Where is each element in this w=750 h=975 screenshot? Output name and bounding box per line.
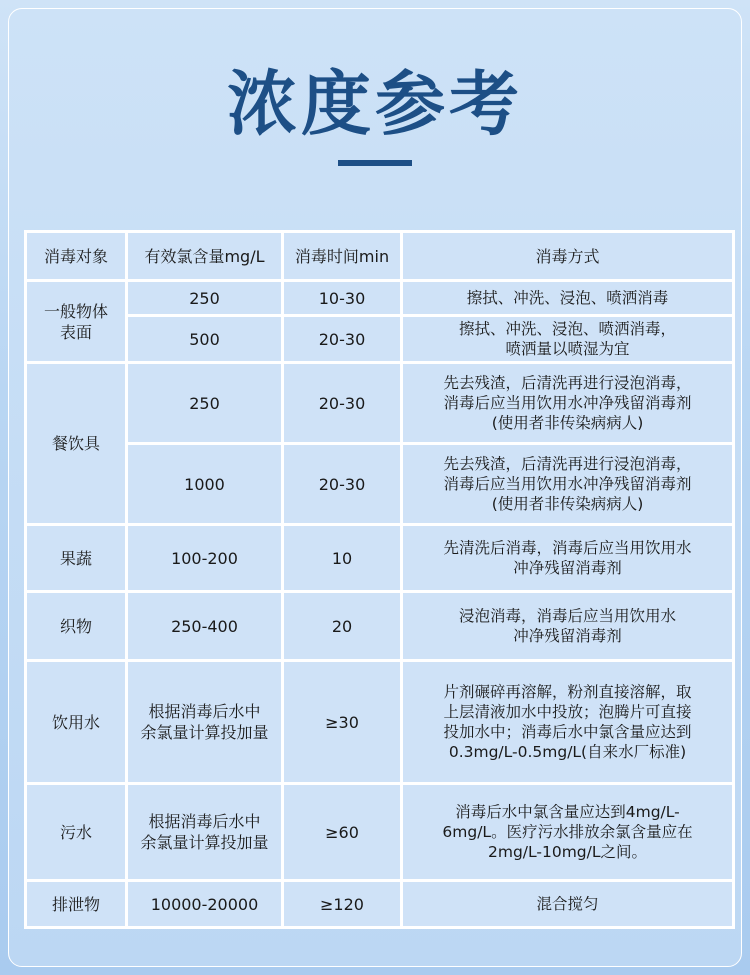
table-row	[27, 445, 732, 523]
cell-method: 擦拭、冲洗、浸泡、喷洒消毒， 喷洒量以喷湿为宜	[403, 317, 732, 361]
title-underline	[338, 160, 412, 166]
cell-object: 果蔬	[27, 526, 125, 590]
table-row	[27, 662, 732, 782]
cell-time: 20-30	[284, 364, 400, 442]
header-object: 消毒对象	[27, 233, 125, 279]
cell-object: 一般物体 表面	[27, 282, 125, 361]
table-row	[27, 785, 732, 879]
cell-object: 织物	[27, 593, 125, 659]
cell-time: 20	[284, 593, 400, 659]
cell-time: 10	[284, 526, 400, 590]
cell-concentration: 500	[128, 317, 281, 361]
table-row	[27, 317, 732, 361]
cell-object: 餐饮具	[27, 364, 125, 523]
cell-concentration: 根据消毒后水中 余氯量计算投加量	[128, 785, 281, 879]
cell-time: ≥30	[284, 662, 400, 782]
cell-time: 20-30	[284, 445, 400, 523]
cell-method: 消毒后水中氯含量应达到4mg/L- 6mg/L。医疗污水排放余氯含量应在 2mg/L-10mg/L之间。	[403, 785, 732, 879]
header-time: 消毒时间min	[284, 233, 400, 279]
table-row	[27, 282, 732, 314]
cell-method: 浸泡消毒，消毒后应当用饮用水 冲净残留消毒剂	[403, 593, 732, 659]
cell-concentration: 1000	[128, 445, 281, 523]
cell-concentration: 根据消毒后水中 余氯量计算投加量	[128, 662, 281, 782]
cell-method: 先去残渣，后清洗再进行浸泡消毒， 消毒后应当用饮用水冲净残留消毒剂 (使用者非传染病病人)	[403, 364, 732, 442]
table-row	[27, 526, 732, 590]
header-method: 消毒方式	[403, 233, 732, 279]
cell-method: 擦拭、冲洗、浸泡、喷洒消毒	[403, 282, 732, 314]
concentration-table	[24, 230, 735, 929]
header-concentration: 有效氯含量mg/L	[128, 233, 281, 279]
cell-method: 片剂碾碎再溶解，粉剂直接溶解，取 上层清液加水中投放；泡腾片可直接 投加水中；消毒后水中氯含量应达到 0.3mg/L-0.5mg/L(自来水厂标准)	[403, 662, 732, 782]
cell-concentration: 250	[128, 282, 281, 314]
cell-time: ≥60	[284, 785, 400, 879]
table-body	[27, 233, 732, 926]
cell-concentration: 100-200	[128, 526, 281, 590]
table-header-row	[27, 233, 732, 279]
cell-object: 污水	[27, 785, 125, 879]
cell-concentration: 250-400	[128, 593, 281, 659]
cell-concentration: 250	[128, 364, 281, 442]
cell-time: 20-30	[284, 317, 400, 361]
table-row	[27, 882, 732, 926]
table-row	[27, 593, 732, 659]
cell-method: 先清洗后消毒，消毒后应当用饮用水 冲净残留消毒剂	[403, 526, 732, 590]
cell-method: 先去残渣，后清洗再进行浸泡消毒， 消毒后应当用饮用水冲净残留消毒剂 (使用者非传染病病人)	[403, 445, 732, 523]
cell-concentration: 10000-20000	[128, 882, 281, 926]
cell-time: ≥120	[284, 882, 400, 926]
table-row	[27, 364, 732, 442]
page-title: 浓度参考	[227, 62, 523, 145]
cell-method: 混合搅匀	[403, 882, 732, 926]
cell-object: 饮用水	[27, 662, 125, 782]
cell-object: 排泄物	[27, 882, 125, 926]
cell-time: 10-30	[284, 282, 400, 314]
